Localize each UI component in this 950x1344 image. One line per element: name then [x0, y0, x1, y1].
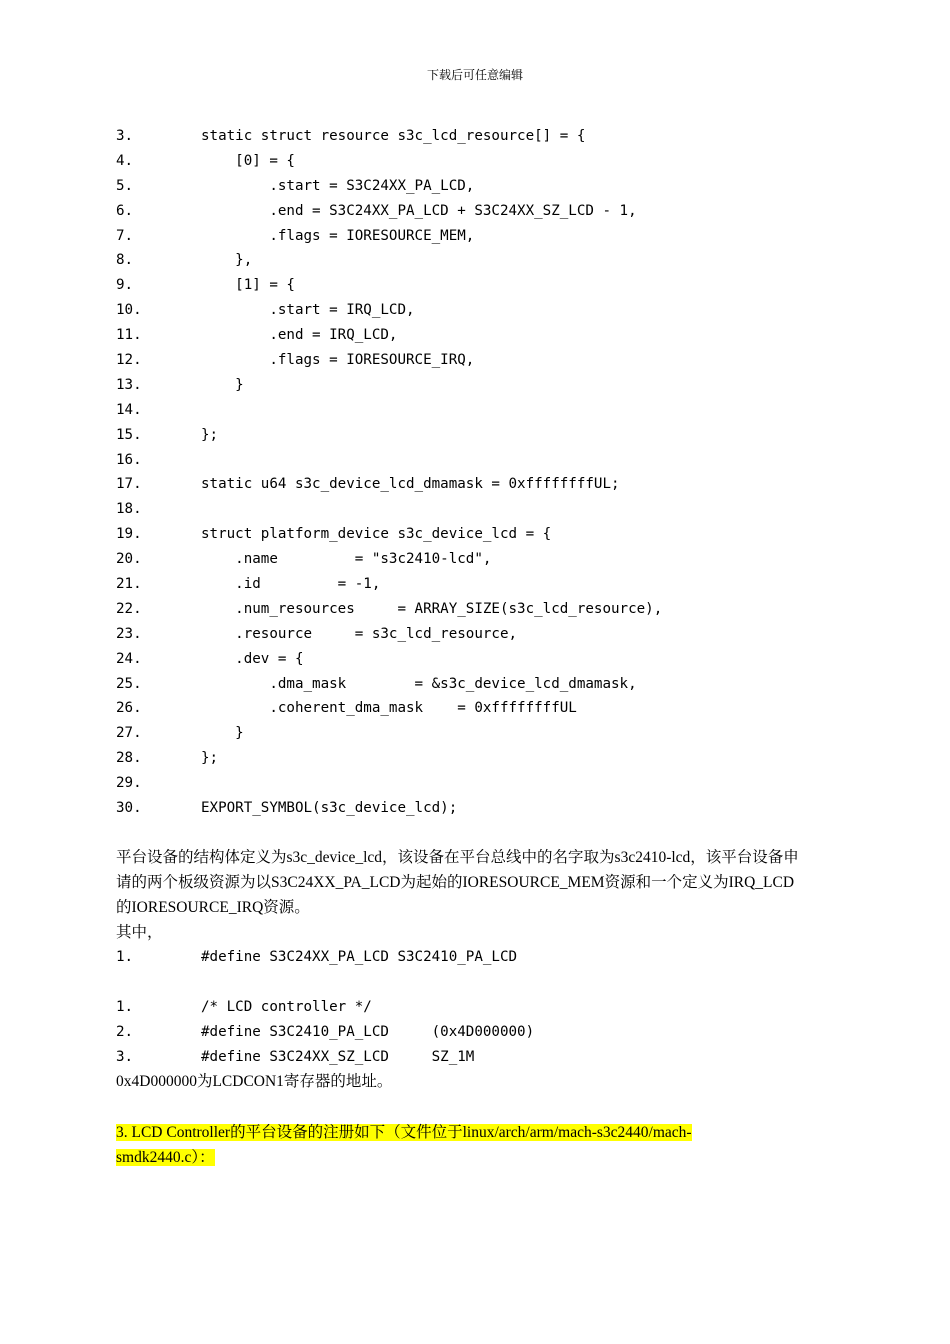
- highlighted-heading: [116, 1120, 756, 1170]
- line-number: 5.: [116, 177, 134, 194]
- code-text: .flags = IORESOURCE_MEM,: [201, 227, 475, 244]
- code-line: [116, 721, 836, 746]
- code-text: };: [201, 426, 219, 443]
- line-number: 11.: [116, 327, 142, 344]
- page-header: 下载后可任意编辑: [426, 68, 523, 82]
- highlighted-text: 3. LCD Controller的平台设备的注册如下（文件位于linux/arch/arm/mach-s3c2440/mach-smdk2440.c）：: [116, 1124, 692, 1166]
- code-text: .end = S3C24XX_PA_LCD + S3C24XX_SZ_LCD - 1,: [201, 202, 637, 219]
- line-number: 21.: [116, 576, 142, 593]
- code-line: [116, 323, 836, 348]
- code-line: [116, 298, 836, 323]
- line-number: 27.: [116, 725, 142, 742]
- line-number: 26.: [116, 700, 142, 717]
- code-line: [116, 572, 836, 597]
- paragraph-text: 0x4D000000为LCDCON1寄存器的地址。: [116, 1073, 393, 1090]
- line-number: 18.: [116, 501, 142, 518]
- code-line: [116, 1045, 836, 1070]
- code-line: [116, 497, 836, 522]
- line-number: 25.: [116, 675, 142, 692]
- code-text: }: [201, 725, 244, 742]
- code-line: [116, 248, 836, 273]
- code-block-define: [116, 945, 836, 970]
- code-text: static u64 s3c_device_lcd_dmamask = 0xffffffffUL;: [201, 476, 620, 493]
- code-line: [116, 796, 836, 821]
- line-number: 29.: [116, 775, 142, 792]
- line-number: 22.: [116, 600, 142, 617]
- code-line: [116, 597, 836, 622]
- code-text: #define S3C24XX_SZ_LCD SZ_1M: [201, 1048, 475, 1065]
- line-number: 13.: [116, 376, 142, 393]
- line-number: 8.: [116, 252, 134, 269]
- code-text: static struct resource s3c_lcd_resource[] = {: [201, 128, 586, 144]
- code-text: /* LCD controller */: [201, 999, 372, 1015]
- code-line: [116, 149, 836, 174]
- code-line: [116, 199, 836, 224]
- line-number: 12.: [116, 352, 142, 369]
- line-number: 1.: [116, 999, 134, 1015]
- line-number: 14.: [116, 401, 142, 418]
- line-number: 16.: [116, 451, 142, 468]
- code-line: [116, 945, 836, 970]
- code-text: },: [201, 252, 253, 269]
- code-line: [116, 622, 836, 647]
- line-number: 28.: [116, 750, 142, 767]
- code-line: [116, 273, 836, 298]
- code-text: .end = IRQ_LCD,: [201, 327, 398, 344]
- line-number: 15.: [116, 426, 142, 443]
- code-text: };: [201, 750, 219, 767]
- code-line: [116, 423, 836, 448]
- code-text: .id = -1,: [201, 576, 381, 593]
- code-line: [116, 696, 836, 721]
- code-line: [116, 448, 836, 473]
- code-text: [0] = {: [201, 152, 295, 169]
- code-text: .dev = {: [201, 650, 304, 667]
- code-line: [116, 647, 836, 672]
- paragraph-description: [116, 845, 806, 920]
- code-line: [116, 174, 836, 199]
- line-number: 3.: [116, 1048, 134, 1065]
- line-number: 2.: [116, 1023, 134, 1040]
- line-number: 23.: [116, 625, 142, 642]
- code-line: [116, 398, 836, 423]
- code-text: #define S3C2410_PA_LCD (0x4D000000): [201, 1023, 535, 1040]
- code-text: }: [201, 376, 244, 393]
- code-line: [116, 995, 836, 1020]
- code-line: [116, 472, 836, 497]
- code-line: [116, 224, 836, 249]
- code-line: [116, 348, 836, 373]
- code-line: [116, 124, 836, 149]
- code-text: .coherent_dma_mask = 0xffffffffUL: [201, 700, 577, 717]
- code-line: [116, 1020, 836, 1045]
- code-text: .resource = s3c_lcd_resource,: [201, 625, 518, 642]
- line-number: 3.: [116, 128, 134, 144]
- paragraph-register: [116, 1069, 806, 1094]
- line-number: 4.: [116, 152, 134, 169]
- line-number: 30.: [116, 800, 142, 817]
- code-line: [116, 522, 836, 547]
- code-text: #define S3C24XX_PA_LCD S3C2410_PA_LCD: [201, 949, 518, 965]
- code-text: struct platform_device s3c_device_lcd = {: [201, 526, 552, 543]
- paragraph-text: 其中，: [116, 924, 163, 941]
- line-number: 17.: [116, 476, 142, 493]
- code-line: [116, 373, 836, 398]
- line-number: 6.: [116, 202, 134, 219]
- line-number: 9.: [116, 277, 134, 294]
- line-number: 10.: [116, 302, 142, 319]
- code-text: .dma_mask = &s3c_device_lcd_dmamask,: [201, 675, 637, 692]
- line-number: 7.: [116, 227, 134, 244]
- code-text: EXPORT_SYMBOL(s3c_device_lcd);: [201, 800, 458, 817]
- code-text: .flags = IORESOURCE_IRQ,: [201, 352, 475, 369]
- code-text: .name = "s3c2410-lcd",: [201, 551, 492, 568]
- code-line: [116, 547, 836, 572]
- code-block-lcd-defines: [116, 995, 836, 1070]
- line-number: 1.: [116, 949, 134, 965]
- line-number: 24.: [116, 650, 142, 667]
- code-line: [116, 672, 836, 697]
- line-number: 20.: [116, 551, 142, 568]
- code-text: [1] = {: [201, 277, 295, 294]
- code-text: .start = S3C24XX_PA_LCD,: [201, 177, 475, 194]
- code-text: .num_resources = ARRAY_SIZE(s3c_lcd_resource),: [201, 600, 663, 617]
- paragraph-where: [116, 920, 806, 945]
- code-line: [116, 771, 836, 796]
- code-line: [116, 746, 836, 771]
- code-text: .start = IRQ_LCD,: [201, 302, 415, 319]
- line-number: 19.: [116, 526, 142, 543]
- code-block-resource: [116, 124, 836, 821]
- paragraph-text: 平台设备的结构体定义为s3c_device_lcd，该设备在平台总线中的名字取为s3c2410-lcd，该平台设备申请的两个板级资源为以S3C24XX_PA_LCD为起始的IORESOURCE_MEM资源和一个定义为IRQ_LCD的IORESOURCE_IRQ资源。: [116, 849, 799, 916]
